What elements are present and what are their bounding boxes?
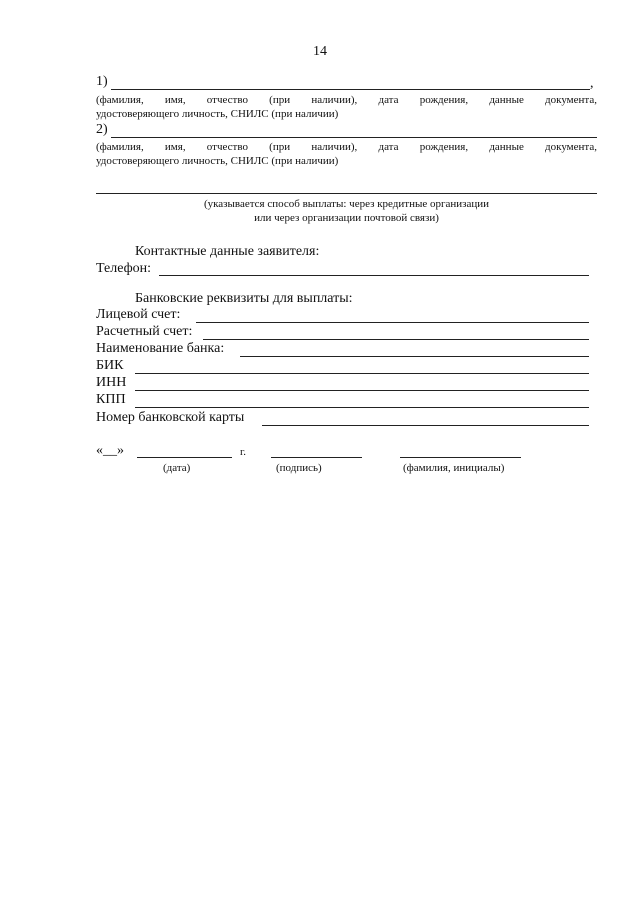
bank-heading: Банковские реквизиты для выплаты:	[135, 291, 353, 306]
caption-word: отчество	[206, 94, 248, 106]
inn-label: ИНН	[96, 375, 127, 390]
person-1-caption-line1	[96, 94, 597, 106]
kpp-label: КПП	[96, 392, 126, 407]
bik-label: БИК	[96, 358, 124, 373]
bank-name-field[interactable]	[240, 356, 589, 357]
date-month-field[interactable]	[137, 457, 232, 458]
person-2-caption-line2: удостоверяющего личность, СНИЛС (при наличии)	[96, 155, 339, 167]
settlement-account-field[interactable]	[203, 339, 589, 340]
page-number: 14	[313, 44, 327, 59]
bik-field[interactable]	[135, 373, 589, 374]
person-1-trailing-comma: ,	[590, 76, 594, 91]
caption-word: наличии),	[311, 141, 358, 153]
settlement-account-label: Расчетный счет:	[96, 324, 193, 339]
name-caption: (фамилия, инициалы)	[403, 462, 505, 474]
signature-field[interactable]	[271, 457, 362, 458]
person-2-caption-line1	[96, 141, 597, 153]
inn-field[interactable]	[135, 390, 589, 391]
caption-word: (фамилия,	[96, 141, 144, 153]
person-1-line[interactable]	[111, 89, 590, 90]
personal-account-label: Лицевой счет:	[96, 307, 181, 322]
card-number-field[interactable]	[262, 425, 589, 426]
caption-word: рождения,	[419, 94, 469, 106]
person-1-caption-line2: удостоверяющего личность, СНИЛС (при наличии)	[96, 108, 339, 120]
year-suffix: г.	[240, 446, 247, 458]
caption-word: (фамилия,	[96, 94, 144, 106]
caption-word: документа,	[545, 94, 597, 106]
caption-word: данные	[489, 141, 524, 153]
payment-method-line[interactable]	[96, 193, 597, 194]
kpp-field[interactable]	[135, 407, 589, 408]
caption-word: имя,	[164, 94, 186, 106]
caption-word: наличии),	[311, 94, 358, 106]
personal-account-field[interactable]	[196, 322, 589, 323]
date-day-field[interactable]: «__»	[96, 443, 124, 458]
date-caption: (дата)	[163, 462, 191, 474]
signature-caption: (подпись)	[276, 462, 322, 474]
caption-word: (при	[269, 94, 291, 106]
caption-word: документа,	[545, 141, 597, 153]
person-1-number: 1)	[96, 74, 108, 89]
bank-name-label: Наименование банка:	[96, 341, 225, 356]
caption-word: рождения,	[419, 141, 469, 153]
full-name-field[interactable]	[400, 457, 521, 458]
caption-word: (при	[269, 141, 291, 153]
payment-method-caption-line2: или через организации почтовой связи)	[254, 212, 439, 224]
caption-word: дата	[378, 141, 399, 153]
caption-word: отчество	[206, 141, 248, 153]
phone-field[interactable]	[159, 275, 589, 276]
caption-word: данные	[489, 94, 524, 106]
payment-method-caption-line1: (указывается способ выплаты: через кредитные организации	[203, 198, 490, 210]
card-number-label: Номер банковской карты	[96, 410, 245, 425]
caption-word: имя,	[164, 141, 186, 153]
phone-label: Телефон:	[96, 261, 152, 276]
caption-word: дата	[378, 94, 399, 106]
person-2-line[interactable]	[111, 137, 597, 138]
person-2-number: 2)	[96, 122, 108, 137]
contact-heading: Контактные данные заявителя:	[135, 244, 320, 259]
